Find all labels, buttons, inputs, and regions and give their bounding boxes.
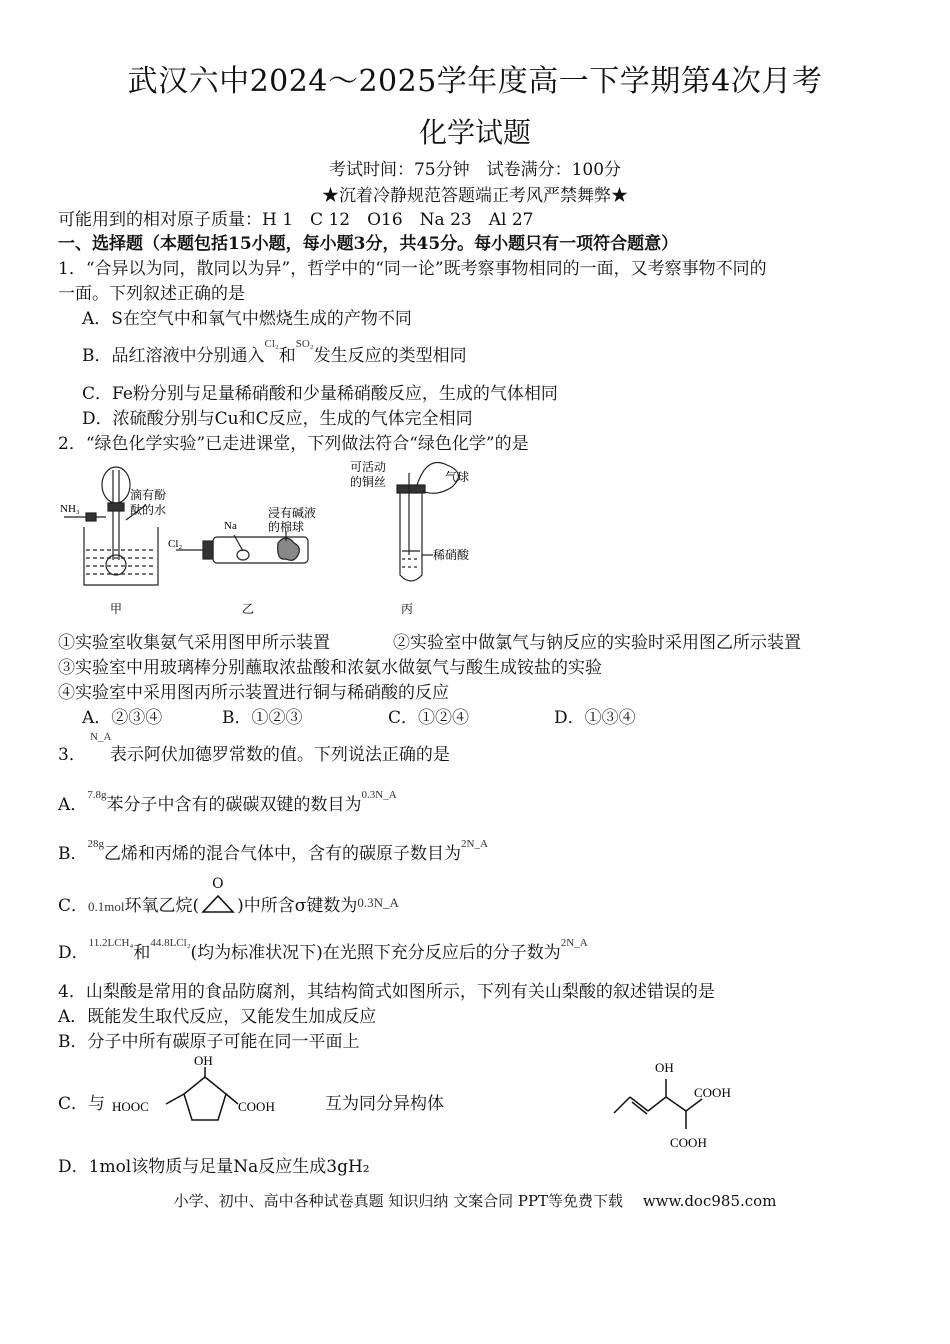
q3-d-text: (均为标准状况下)在光照下充分反应后的分子数为 bbox=[190, 943, 561, 963]
sorbic-acid-structure bbox=[610, 1055, 780, 1155]
label-balloon: 气球 bbox=[445, 470, 470, 484]
label-bing: 丙 bbox=[401, 602, 414, 616]
q1-stem-line2: 一面。下列叙述正确的是 bbox=[58, 284, 245, 304]
q3-option-b bbox=[58, 838, 488, 864]
exam-info: 考试时间：75分钟 试卷满分：100分 bbox=[328, 160, 622, 180]
chain-cooh-2-label: COOH bbox=[670, 1135, 707, 1150]
q2-stem: 2．“绿色化学实验”已走进课堂，下列做法符合“绿色化学”的是 bbox=[58, 434, 529, 454]
q4-option-d: D．1mol该物质与足量Na反应生成3gH₂ bbox=[58, 1157, 370, 1177]
apparatus-yi bbox=[176, 531, 308, 563]
label-cl2: Cl₂ bbox=[168, 538, 183, 550]
epoxide-o-label: O bbox=[212, 876, 224, 892]
subject-title: 化学试题 bbox=[418, 116, 531, 149]
q1-stem-line1: 1．“合异以为同，散同以为异”，哲学中的“同一论”既考察事物相同的一面，又考察事物不同的 bbox=[58, 259, 767, 279]
q1-so2: SO₂ bbox=[295, 338, 314, 350]
q3-d-label: D． bbox=[58, 943, 89, 963]
q2-item-1: ①实验室收集氨气采用图甲所示装置 bbox=[58, 633, 330, 653]
q1-option-b-pre: B．品红溶液中分别通入 bbox=[82, 346, 265, 366]
q2-option-a: A．②③④ bbox=[82, 708, 163, 728]
q1-and: 和 bbox=[278, 346, 296, 366]
q4-option-c-post: 互为同分异构体 bbox=[325, 1094, 444, 1114]
q3-b-text: 乙烯和丙烯的混合气体中，含有的碳原子数目为 bbox=[104, 844, 461, 864]
q3-c-value: 0.3N_A bbox=[357, 895, 399, 910]
q3-a-text: 苯分子中含有的碳碳双键的数目为 bbox=[106, 795, 362, 815]
q4-option-c-pre: C．与 bbox=[58, 1094, 106, 1114]
q3-c-amount: 0.1mol bbox=[88, 899, 125, 914]
q3-c-text2: )中所含σ键数为 bbox=[237, 896, 358, 916]
ring-hooc-label: HOOC bbox=[112, 1099, 149, 1114]
chain-cooh-1-label: COOH bbox=[694, 1085, 731, 1100]
q3-a-value: 0.3N_A bbox=[361, 789, 397, 801]
q3-d-ch4: 11.2LCH₄ bbox=[88, 937, 134, 949]
label-copper-wire-1: 可活动 bbox=[350, 460, 387, 474]
q3-stem bbox=[58, 745, 450, 765]
q3-na-symbol: N_A bbox=[90, 731, 112, 743]
q1-option-a: A．S在空气中和氧气中燃烧生成的产物不同 bbox=[82, 309, 412, 329]
q3-c-label: C． bbox=[58, 896, 89, 916]
exam-motto: ★沉着冷静规范答题端正考风严禁舞弊★ bbox=[322, 186, 628, 206]
label-copper-wire-2: 的铜丝 bbox=[350, 475, 387, 489]
q3-a-label: A． bbox=[58, 795, 88, 815]
label-jia: 甲 bbox=[110, 602, 123, 616]
q2-item-4: ④实验室中采用图丙所示装置进行铜与稀硝酸的反应 bbox=[58, 683, 449, 703]
q2-option-b: B．①②③ bbox=[222, 708, 303, 728]
q1-option-b-post: 发生反应的类型相同 bbox=[313, 346, 467, 366]
label-phenol-water-1: 滴有酚 bbox=[130, 488, 167, 502]
q3-a-mass: 7.8g bbox=[87, 789, 107, 801]
q4-option-a: A．既能发生取代反应，又能发生加成反应 bbox=[58, 1007, 377, 1027]
q3-b-value: 2N_A bbox=[461, 838, 488, 850]
label-nh3: NH₃ bbox=[60, 503, 80, 515]
ring-cooh-label: COOH bbox=[238, 1099, 275, 1114]
chain-oh-label: OH bbox=[655, 1060, 674, 1075]
page-footer: 小学、初中、高中各种试卷真题 知识归纳 文案合同 PPT等免费下载 www.doc985.com bbox=[173, 1192, 777, 1210]
label-na: Na bbox=[224, 520, 237, 532]
q2-option-d: D．①③④ bbox=[554, 708, 636, 728]
q4-option-b: B．分子中所有碳原子可能在同一平面上 bbox=[58, 1032, 360, 1052]
q1-cl2: Cl₂ bbox=[264, 338, 279, 350]
q2-option-c: C．①②④ bbox=[388, 708, 470, 728]
q3-d-and: 和 bbox=[133, 943, 151, 963]
q1-option-c: C．Fe粉分别与足量稀硝酸和少量稀硝酸反应，生成的气体相同 bbox=[82, 384, 558, 404]
q1-option-b bbox=[82, 338, 467, 366]
q3-stem-text: 表示阿伏加德罗常数的值。下列说法正确的是 bbox=[109, 745, 450, 765]
section-heading: 一、选择题（本题包括15小题，每小题3分，共45分。每小题只有一项符合题意） bbox=[58, 234, 679, 254]
label-alkali-cotton-1: 浸有碱液 bbox=[268, 506, 317, 520]
atomic-masses: 可能用到的相对原子质量：H 1 C 12 O16 Na 23 Al 27 bbox=[58, 210, 534, 230]
q4-stem: 4．山梨酸是常用的食品防腐剂，其结构简式如图所示，下列有关山梨酸的叙述错误的是 bbox=[58, 982, 715, 1002]
q3-b-mass: 28g bbox=[87, 838, 104, 850]
epoxide-triangle bbox=[199, 894, 237, 914]
q3-option-a bbox=[58, 789, 397, 815]
label-phenol-water-2: 酞的水 bbox=[130, 503, 167, 517]
q3-d-cl2: 44.8LCl₂ bbox=[150, 937, 191, 949]
q2-item-2: ②实验室中做氯气与钠反应的实验时采用图乙所示装置 bbox=[393, 633, 801, 653]
q3-option-c bbox=[58, 876, 399, 916]
q2-item-3: ③实验室中用玻璃棒分别蘸取浓盐酸和浓氨水做氨气与酸生成铵盐的实验 bbox=[58, 658, 602, 678]
cyclopentane-diacid-structure bbox=[108, 1052, 298, 1132]
q2-apparatus-bing bbox=[345, 455, 505, 620]
label-alkali-cotton-2: 的棉球 bbox=[268, 520, 305, 534]
q3-b-label: B． bbox=[58, 844, 88, 864]
apparatus-jia bbox=[64, 467, 158, 585]
label-dilute-nitric: 稀硝酸 bbox=[433, 548, 470, 562]
exam-title: 武汉六中2024～2025学年度高一下学期第4次月考 bbox=[127, 64, 823, 99]
q3-num: 3． bbox=[58, 745, 86, 765]
q3-c-text1: 环氧乙烷( bbox=[124, 896, 200, 916]
q3-d-value: 2N_A bbox=[560, 937, 588, 949]
q1-option-d: D．浓硫酸分别与Cu和C反应，生成的气体完全相同 bbox=[82, 409, 473, 429]
ring-oh-label: OH bbox=[194, 1053, 213, 1068]
epoxide-structure bbox=[199, 876, 237, 914]
label-yi: 乙 bbox=[242, 602, 255, 616]
q3-option-d bbox=[58, 937, 588, 963]
